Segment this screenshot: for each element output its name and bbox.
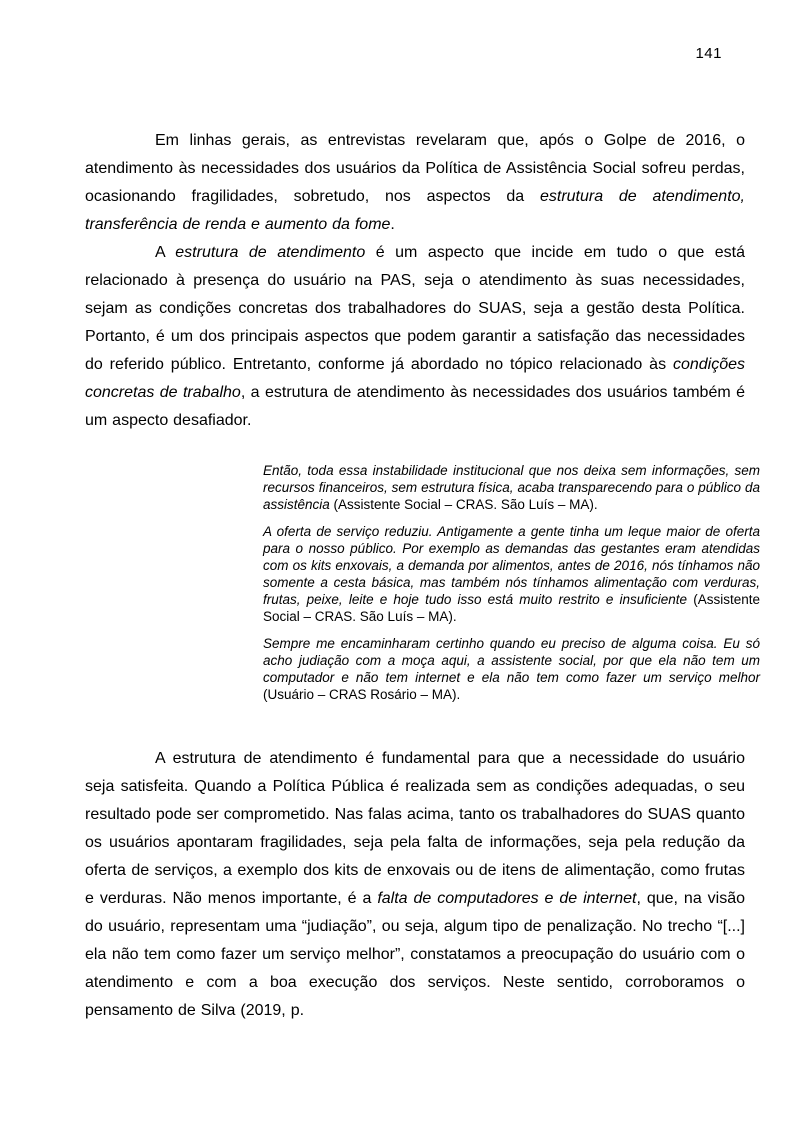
text-run-italic: Sempre me encaminharam certinho quando eu preciso de alguma coisa. Eu só acho judiação com a moça aqui, a assistente social, por que ela não tem um computador e não tem internet e ela não tem como fazer um serviço melhor [263,636,760,685]
text-run: (Assistente Social – CRAS. São Luís – MA). [263,592,760,624]
text-run: . [390,216,395,233]
page-body [85,0,760,1025]
text-run: (Assistente Social – CRAS. São Luís – MA). [329,497,598,512]
text-run: é um aspecto que incide em tudo o que está relacionado à presença do usuário na PAS, seja o atendimento às suas necessidades, sejam as condições concretas dos trabalhadores do SUAS, seja a gestão desta Política. Portanto, é um dos principais aspectos que podem garantir a satisfação das necessidades do referido público. Entretanto, conforme já abordado no tópico relacionado às [85,244,746,373]
text-run-italic: estrutura de atendimento [175,244,366,261]
text-run: , a estrutura de atendimento às necessidades dos usuários também é um aspecto desafiador. [85,384,745,429]
text-run-italic: falta de computadores e de internet [377,890,637,907]
paragraph-analise [85,745,745,1025]
text-run: Em linhas gerais, as entrevistas revelaram que, após o Golpe de 2016, o atendimento às necessidades dos usuários da Política de Assistência Social sofreu perdas, ocasionando fragilidades, sobretudo, nos aspectos da [85,132,745,205]
paragraph-intro [85,127,745,239]
paragraph-estrutura-atendimento [85,239,745,435]
text-run-italic: Então, toda essa instabilidade institucional que nos deixa sem informações, sem recursos financeiros, sem estrutura física, acaba transparecendo para o público da assistência [263,463,760,512]
text-run: (Usuário – CRAS Rosário – MA). [263,687,461,702]
page-number: 141 [695,45,722,62]
text-run-italic: A oferta de serviço reduziu. Antigamente a gente tinha um leque maior de oferta para o nosso público. Por exemplo as demandas das gestantes eram atendidas com os kits enxovais, a demanda por alimentos, antes de 2016, nós tínhamos não somente a cesta básica, mas também nós tínhamos alimentação com verduras, frutas, peixe, leite e hoje tudo isso está muito restrito e insuficiente [263,524,760,607]
text-run-italic: estrutura de atendimento, transferência de renda e aumento da fome [85,188,745,233]
text-run: , que, na visão do usuário, representam uma “judiação”, ou seja, algum tipo de penalização. No trecho “[...] ela não tem como fazer um serviço melhor”, constatamos a preocupação do usuário com o atendimento e com a boa execução dos serviços. Neste sentido, corroboramos o pensamento de Silva (2019, p. [85,890,746,1019]
text-run: A [155,244,176,261]
text-run: A estrutura de atendimento é fundamental para que a necessidade do usuário seja satisfeita. Quando a Política Pública é realizada sem as condições adequadas, o seu resultado pode ser comprometido. Nas falas acima, tanto os trabalhadores do SUAS quanto os usuários apontaram fragilidades, seja pela falta de informações, seja pela redução da oferta de serviços, a exemplo dos kits de enxovais ou de itens de alimentação, como frutas e verduras. Não menos importante, é a [85,750,745,907]
text-run-italic: condições concretas de trabalho [85,356,745,401]
block-quote-assistente-social-2 [263,523,760,625]
block-quote-group [263,462,760,703]
block-quote-usuario [263,635,760,703]
block-quote-assistente-social-1 [263,462,760,513]
